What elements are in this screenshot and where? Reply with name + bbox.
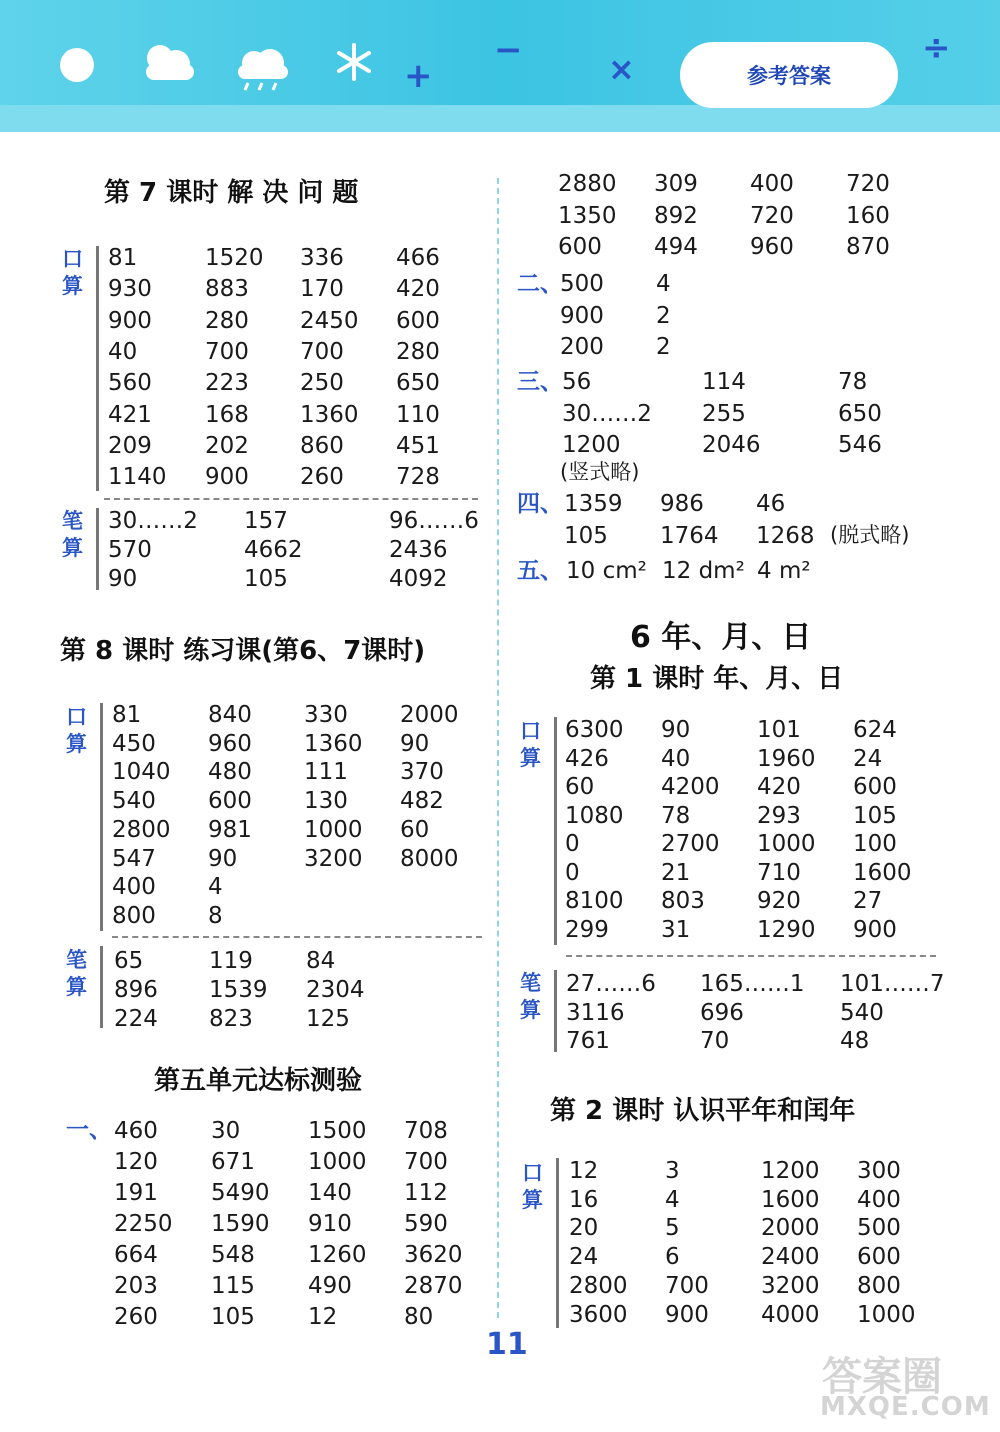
question-label-4: 四、 xyxy=(517,491,563,517)
section-bar xyxy=(100,703,103,931)
answer-cell: 800 xyxy=(857,1272,901,1299)
answer-cell: 590 xyxy=(404,1211,448,1237)
answer-cell: 986 xyxy=(660,491,704,517)
unit5-title: 第五单元达标测验 xyxy=(154,1066,363,1096)
separator xyxy=(112,936,482,938)
answer-cell: 2304 xyxy=(306,977,365,1003)
answer-cell: 2046 xyxy=(702,432,761,458)
answer-cell: 46 xyxy=(756,491,786,517)
answer-cell: 90 xyxy=(208,845,238,872)
answer-cell: 930 xyxy=(108,276,152,303)
answer-cell: 800 xyxy=(112,902,156,929)
answer-cell: 1360 xyxy=(304,730,363,757)
answer-cell: 1360 xyxy=(300,401,359,428)
answer-cell: 650 xyxy=(396,370,440,397)
answer-cell: 1268 xyxy=(756,522,815,549)
answer-cell: 700 xyxy=(665,1272,709,1299)
answer-cell: 2250 xyxy=(114,1211,173,1237)
answer-cell: 710 xyxy=(757,859,801,886)
answer-cell: 12 xyxy=(308,1304,338,1330)
answer-cell: 255 xyxy=(702,400,746,427)
answer-cell: 330 xyxy=(304,702,348,728)
answer-cell: 2870 xyxy=(404,1273,463,1299)
answer-cell: 299 xyxy=(565,916,609,943)
answer-cell: 1520 xyxy=(205,245,264,271)
answer-cell: 400 xyxy=(857,1186,901,1213)
answer-cell: 115 xyxy=(211,1273,255,1299)
answer-cell: 78 xyxy=(838,369,868,395)
answer-cell: 540 xyxy=(840,999,884,1026)
answer-cell: 112 xyxy=(404,1180,448,1206)
answer-cell: 2880 xyxy=(558,171,617,197)
answer-cell: 2000 xyxy=(761,1215,820,1242)
answer-cell: 728 xyxy=(396,464,440,491)
answer-cell: 600 xyxy=(853,774,897,800)
cloudy-icon xyxy=(138,40,200,86)
answer-cell: 2800 xyxy=(569,1272,628,1299)
answer-cell: 280 xyxy=(396,338,440,365)
snowflake-icon xyxy=(334,42,374,82)
answer-cell: 70 xyxy=(700,1028,730,1054)
answer-cell: 420 xyxy=(757,774,801,800)
answer-cell: 8100 xyxy=(565,888,624,914)
answer-cell: 2800 xyxy=(112,816,171,843)
answer-cell: 27……6 xyxy=(566,971,656,997)
answer-cell: 300 xyxy=(857,1158,901,1184)
answer-cell: 90 xyxy=(108,566,138,592)
written-calc-label: 笔 算 xyxy=(520,971,541,1022)
answer-cell: 8000 xyxy=(400,845,459,872)
answer-cell: 2 xyxy=(656,334,671,360)
written-calc-label: 笔 算 xyxy=(66,948,87,999)
answer-cell: 140 xyxy=(308,1180,352,1206)
answer-cell: 157 xyxy=(244,508,288,534)
answer-cell: 90 xyxy=(400,730,430,757)
answer-cell: 4 xyxy=(656,271,671,297)
answer-cell: 547 xyxy=(112,845,156,872)
answer-cell: 1960 xyxy=(757,745,816,772)
answer-cell: 1350 xyxy=(558,202,617,229)
answer-cell: 209 xyxy=(108,432,152,459)
answer-cell: 900 xyxy=(108,307,152,334)
answer-cell: 101……7 xyxy=(840,971,945,997)
answer-cell: 480 xyxy=(208,759,252,786)
answer-cell: 960 xyxy=(208,730,252,757)
answer-cell: 96……6 xyxy=(389,508,479,534)
answer-cell: 1140 xyxy=(108,464,167,491)
answer-cell: 48 xyxy=(840,1028,870,1054)
answer-cell: 370 xyxy=(400,759,444,786)
answer-cell: 500 xyxy=(857,1215,901,1242)
answer-cell: 105 xyxy=(244,566,288,592)
area-answer-3: 4 m² xyxy=(757,558,811,584)
answer-cell: 6300 xyxy=(565,717,624,743)
rain-cloud-icon xyxy=(232,45,294,93)
answer-cell: 119 xyxy=(209,948,253,974)
answer-cell: 1290 xyxy=(757,916,816,943)
written-calc-label: 笔 算 xyxy=(62,509,83,560)
answer-cell: 570 xyxy=(108,537,152,563)
answer-cell: 696 xyxy=(700,999,744,1026)
answer-cell: 30 xyxy=(211,1118,241,1144)
answer-cell: 2700 xyxy=(661,831,720,857)
question-label-3: 三、 xyxy=(517,369,563,395)
answer-cell: 803 xyxy=(661,888,705,914)
answer-cell: 40 xyxy=(108,338,138,365)
section-bar xyxy=(96,246,99,491)
answer-cell: 981 xyxy=(208,816,252,843)
answer-cell: 203 xyxy=(114,1273,158,1299)
sun-icon xyxy=(60,48,94,82)
answer-cell: 671 xyxy=(211,1149,255,1175)
header-banner-band xyxy=(0,105,1000,132)
answer-cell: 16 xyxy=(569,1186,599,1213)
answer-cell: 3 xyxy=(665,1158,680,1184)
separator xyxy=(566,955,936,957)
answer-cell: 1000 xyxy=(757,831,816,857)
answer-cell: 1500 xyxy=(308,1118,367,1144)
answer-cell: 4662 xyxy=(244,537,303,563)
answer-cell: 60 xyxy=(400,816,430,843)
answer-cell: 900 xyxy=(560,302,604,329)
answer-cell: 101 xyxy=(757,717,801,743)
watermark-url: MXQE.COM xyxy=(820,1392,991,1422)
answer-cell: 56 xyxy=(562,369,592,395)
answer-cell: 546 xyxy=(838,432,882,458)
answer-cell: 81 xyxy=(108,245,138,271)
answer-cell: 2 xyxy=(656,302,671,329)
answer-cell: 114 xyxy=(702,369,746,395)
answer-cell: 1600 xyxy=(761,1186,820,1213)
answer-cell: 451 xyxy=(396,432,440,459)
answer-cell: 105 xyxy=(564,522,608,549)
answer-cell: 202 xyxy=(205,432,249,459)
minus-icon: − xyxy=(494,30,523,70)
answer-cell: 400 xyxy=(750,171,794,197)
answer-cell: 2450 xyxy=(300,307,359,334)
lesson7-title: 第 7 课时 解 决 问 题 xyxy=(104,178,359,208)
answer-cell: 260 xyxy=(114,1304,158,1330)
answer-cell: 3116 xyxy=(566,999,625,1026)
answer-cell: 336 xyxy=(300,245,344,271)
answer-cell: 81 xyxy=(112,702,142,728)
answer-cell: 920 xyxy=(757,888,801,914)
answer-cell: 548 xyxy=(211,1242,255,1268)
answer-cell: 0 xyxy=(565,859,580,886)
answer-cell: 224 xyxy=(114,1006,158,1032)
answer-cell: 78 xyxy=(661,802,691,829)
answer-cell: 2436 xyxy=(389,537,448,563)
area-answer-1: 10 cm² xyxy=(566,558,647,584)
answer-cell: 5490 xyxy=(211,1180,270,1206)
answer-cell: 84 xyxy=(306,948,336,974)
oral-calc-label: 口 算 xyxy=(520,719,541,770)
answer-cell: 200 xyxy=(560,334,604,360)
section-bar xyxy=(96,508,99,590)
answer-cell: 1000 xyxy=(308,1149,367,1175)
answer-cell: 65 xyxy=(114,948,144,974)
plus-icon: + xyxy=(404,56,433,96)
answer-cell: 1600 xyxy=(853,859,912,886)
answer-cell: 761 xyxy=(566,1028,610,1054)
answer-cell: 700 xyxy=(300,338,344,365)
answer-cell: 40 xyxy=(661,745,691,772)
answer-cell: 840 xyxy=(208,702,252,728)
oral-calc-label: 口 算 xyxy=(66,705,87,756)
watermark: 答案圈 xyxy=(822,1354,942,1400)
answer-cell: 24 xyxy=(569,1244,599,1271)
answer-cell: 896 xyxy=(114,977,158,1003)
answer-cell: 4 xyxy=(665,1186,680,1213)
question-label-5: 五、 xyxy=(517,558,563,584)
answer-cell: 24 xyxy=(853,745,883,772)
answer-cell: 120 xyxy=(114,1149,158,1175)
answer-cell: 900 xyxy=(853,916,897,943)
answer-cell: 600 xyxy=(558,234,602,260)
oral-calc-label: 口 算 xyxy=(62,247,83,298)
answer-cell: 4092 xyxy=(389,566,448,592)
answer-cell: 160 xyxy=(846,202,890,229)
answer-cell: 870 xyxy=(846,234,890,260)
answer-cell: 900 xyxy=(665,1301,709,1328)
unit6-lesson1-title: 第 1 课时 年、月、日 xyxy=(590,664,844,694)
answer-cell: 490 xyxy=(308,1273,352,1299)
answer-cell: 3200 xyxy=(304,845,363,872)
answer-cell: 1200 xyxy=(761,1158,820,1184)
answer-cell: 600 xyxy=(396,307,440,334)
answer-cell: 293 xyxy=(757,802,801,829)
answer-cell: 892 xyxy=(654,202,698,229)
answer-cell: 110 xyxy=(396,401,440,428)
answer-cell: 4 xyxy=(208,874,223,901)
section-bar xyxy=(554,717,557,945)
section-bar xyxy=(554,970,557,1052)
answer-cell: 12 xyxy=(569,1158,599,1184)
area-answer-2: 12 dm² xyxy=(662,558,745,584)
part4-note: (脱式略) xyxy=(830,523,910,547)
answer-cell: 168 xyxy=(205,401,249,428)
divide-icon: ÷ xyxy=(922,28,951,68)
page-number: 11 xyxy=(486,1327,528,1362)
answer-cell: 910 xyxy=(308,1211,352,1237)
answer-cell: 2000 xyxy=(400,702,459,728)
answer-cell: 1590 xyxy=(211,1211,270,1237)
answer-cell: 27 xyxy=(853,888,883,914)
answer-cell: 650 xyxy=(838,400,882,427)
times-icon: × xyxy=(608,50,635,88)
answer-cell: 624 xyxy=(853,717,897,743)
answer-cell: 1260 xyxy=(308,1242,367,1268)
answer-cell: 21 xyxy=(661,859,691,886)
answer-cell: 3620 xyxy=(404,1242,463,1268)
answer-cell: 426 xyxy=(565,745,609,772)
answer-cell: 500 xyxy=(560,271,604,297)
answer-cell: 5 xyxy=(665,1215,680,1242)
answer-cell: 30……2 xyxy=(108,508,198,534)
answer-cell: 664 xyxy=(114,1242,158,1268)
lesson8-title: 第 8 课时 练习课(第6、7课时) xyxy=(60,636,426,666)
answer-cell: 960 xyxy=(750,234,794,260)
answer-cell: 105 xyxy=(853,802,897,829)
answer-cell: 540 xyxy=(112,788,156,815)
answer-cell: 1000 xyxy=(304,816,363,843)
answer-cell: 900 xyxy=(205,464,249,491)
answer-cell: 90 xyxy=(661,717,691,743)
oral-calc-label: 口 算 xyxy=(522,1161,543,1212)
answer-cell: 600 xyxy=(857,1244,901,1271)
question-label-1: 一、 xyxy=(66,1117,112,1143)
answer-cell: 1359 xyxy=(564,491,623,517)
answer-cell: 60 xyxy=(565,774,595,800)
unit6-lesson2-title: 第 2 课时 认识平年和闰年 xyxy=(550,1096,856,1126)
answer-cell: 600 xyxy=(208,788,252,815)
answer-cell: 1539 xyxy=(209,977,268,1003)
answer-cell: 191 xyxy=(114,1180,158,1206)
answer-cell: 3200 xyxy=(761,1272,820,1299)
answer-cell: 250 xyxy=(300,370,344,397)
answer-cell: 80 xyxy=(404,1304,434,1330)
section-bar xyxy=(100,946,103,1028)
answer-cell: 1040 xyxy=(112,759,171,786)
answer-cell: 4000 xyxy=(761,1301,820,1328)
answer-cell: 1200 xyxy=(562,432,621,458)
answer-cell: 494 xyxy=(654,234,698,260)
answer-cell: 309 xyxy=(654,171,698,197)
answer-cell: 3600 xyxy=(569,1301,628,1328)
answer-cell: 421 xyxy=(108,401,152,428)
answer-cell: 450 xyxy=(112,730,156,757)
answer-cell: 1080 xyxy=(565,802,624,829)
answer-cell: 560 xyxy=(108,370,152,397)
question-label-2: 二、 xyxy=(517,271,563,297)
answer-cell: 700 xyxy=(404,1149,448,1175)
answer-cell: 170 xyxy=(300,276,344,303)
column-divider xyxy=(497,178,499,1318)
answer-cell: 400 xyxy=(112,874,156,901)
answer-cell: 2400 xyxy=(761,1244,820,1271)
answer-cell: 20 xyxy=(569,1215,599,1242)
answer-cell: 260 xyxy=(300,464,344,491)
section-bar xyxy=(556,1158,559,1328)
answer-cell: 420 xyxy=(396,276,440,303)
answer-cell: 860 xyxy=(300,432,344,459)
answer-cell: 223 xyxy=(205,370,249,397)
answer-cell: 4200 xyxy=(661,774,720,800)
answer-cell: 165……1 xyxy=(700,971,805,997)
answer-cell: 125 xyxy=(306,1006,350,1032)
separator xyxy=(104,498,478,500)
answer-cell: 720 xyxy=(846,171,890,197)
answer-cell: 1000 xyxy=(857,1301,916,1328)
answer-cell: 460 xyxy=(114,1118,158,1144)
answer-cell: 8 xyxy=(208,902,223,929)
part3-note: (竖式略) xyxy=(560,460,640,484)
unit6-title: 6 年、月、日 xyxy=(630,620,812,655)
answer-cell: 708 xyxy=(404,1118,448,1144)
answer-cell: 6 xyxy=(665,1244,680,1271)
answer-cell: 105 xyxy=(211,1304,255,1330)
answer-cell: 720 xyxy=(750,202,794,229)
answer-cell: 1764 xyxy=(660,522,719,549)
answer-cell: 482 xyxy=(400,788,444,815)
answer-cell: 280 xyxy=(205,307,249,334)
answer-cell: 111 xyxy=(304,759,348,786)
answer-cell: 30……2 xyxy=(562,400,652,427)
answer-cell: 883 xyxy=(205,276,249,303)
answer-cell: 100 xyxy=(853,831,897,857)
answer-cell: 31 xyxy=(661,916,691,943)
answer-cell: 700 xyxy=(205,338,249,365)
answer-label: 参考答案 xyxy=(680,42,898,108)
answer-cell: 823 xyxy=(209,1006,253,1032)
answer-cell: 0 xyxy=(565,831,580,857)
answer-cell: 466 xyxy=(396,245,440,271)
answer-cell: 130 xyxy=(304,788,348,815)
